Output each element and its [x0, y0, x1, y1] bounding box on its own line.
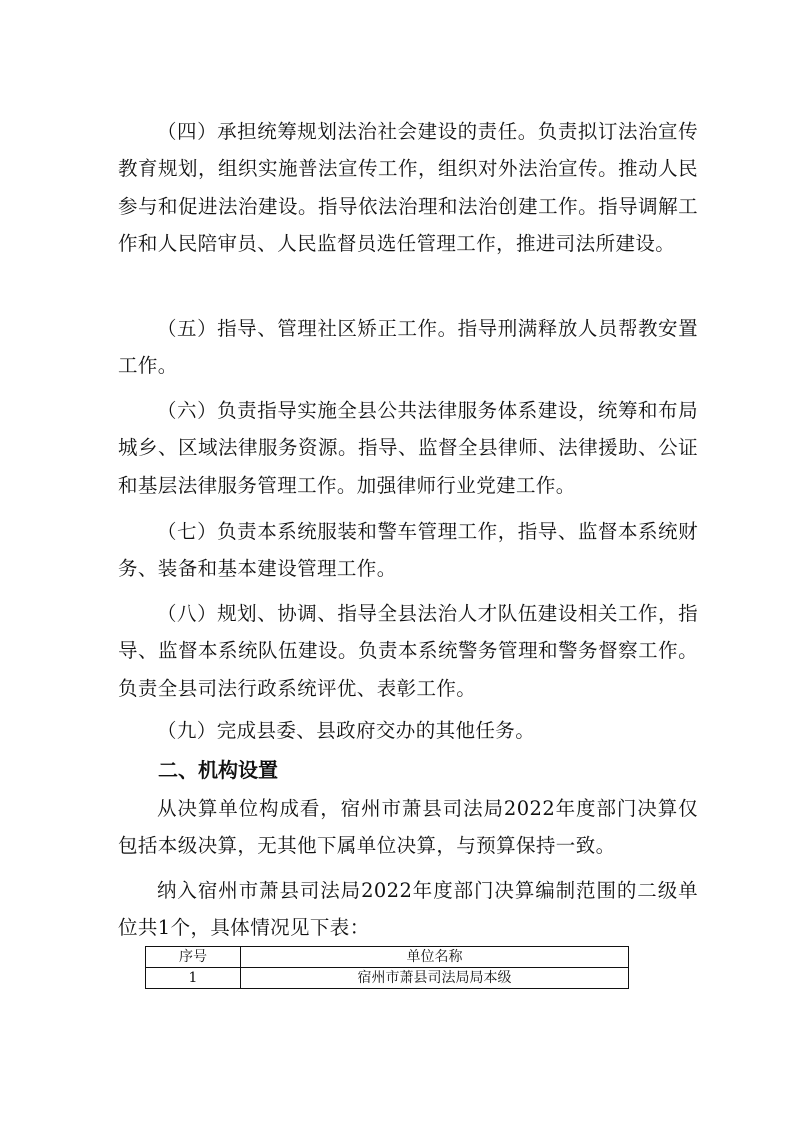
table-cell-index: 1: [146, 968, 241, 989]
table-header-row: [146, 947, 629, 968]
section-heading: 二、机构设置: [158, 758, 278, 782]
table-cell-name: 宿州市萧县司法局局本级: [241, 968, 629, 989]
paragraph-duty-5: （五）指导、管理社区矫正工作。指导刑满释放人员帮教安置工作。: [118, 317, 698, 378]
paragraph-duty-9: （九）完成县委、县政府交办的其他任务。: [157, 719, 536, 742]
unit-table: [145, 946, 629, 989]
table-header-name: 单位名称: [241, 947, 629, 968]
paragraph-intro-2: 纳入宿州市萧县司法局2022年度部门决算编制范围的二级单位共1个，具体情况见下表：: [118, 879, 698, 940]
paragraph-duty-4: （四）承担统筹规划法治社会建设的责任。负责拟订法治宣传教育规划，组织实施普法宣传工作，组织对外法治宣传。推动人民参与和促进法治建设。指导依法治理和法治创建工作。指导调解工作和人民陪审员、人民监督员选任管理工作，推进司法所建设。: [118, 120, 698, 255]
paragraph-intro-1: 从决算单位构成看，宿州市萧县司法局2022年度部门决算仅包括本级决算，无其他下属单位决算，与预算保持一致。: [118, 797, 698, 858]
paragraph-duty-7: （七）负责本系统服装和警车管理工作，指导、监督本系统财务、装备和基本建设管理工作。: [118, 520, 698, 581]
table-row: [146, 968, 629, 989]
table-header-index: 序号: [146, 947, 241, 968]
paragraph-duty-8: （八）规划、协调、指导全县法治人才队伍建设相关工作，指导、监督本系统队伍建设。负责本系统警务管理和警务督察工作。负责全县司法行政系统评优、表彰工作。: [118, 602, 698, 700]
paragraph-duty-6: （六）负责指导实施全县公共法律服务体系建设，统筹和布局城乡、区域法律服务资源。指导、监督全县律师、法律援助、公证和基层法律服务管理工作。加强律师行业党建工作。: [118, 399, 698, 497]
